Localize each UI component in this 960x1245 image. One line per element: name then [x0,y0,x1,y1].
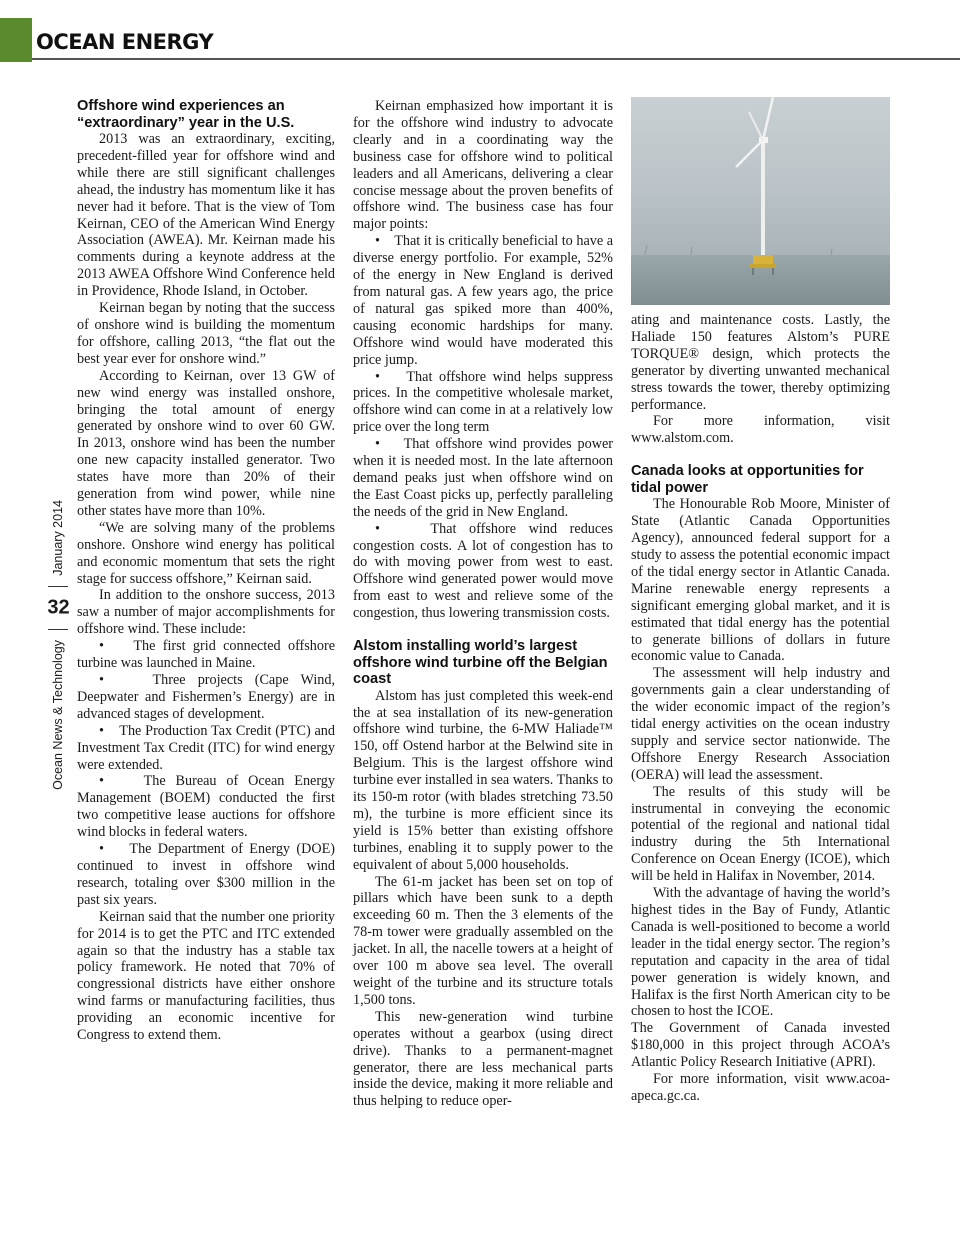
bullet-item: • That offshore wind helps suppress prices. In the competitive wholesale market, offshore wind can come in at a relatively low price over the long term [353,368,613,436]
bullet-item: • That offshore wind provides power when it is needed most. In the late afternoon demand peaks just when offshore wind on the East Coast picks up, perfectly paralleling the needs of the grid in New England. [353,436,613,520]
column-2 [353,98,613,1110]
bullet-item: • The Production Tax Credit (PTC) and Investment Tax Credit (ITC) for wind energy were extended. [77,722,335,773]
paragraph: With the advantage of having the world’s highest tides in the Bay of Fundy, Atlantic Canada is well-positioned to become a world leader in the tidal energy sector. The region’s reputation and capacity in the area of tidal power generation is widely known, and Halifax is the first North American city to be chosen to host the ICOE. [631,885,890,1020]
wind-turbine-photo [631,97,890,305]
paragraph: For more information, visit www.alstom.com. [631,413,890,447]
divider [48,629,68,630]
bullet-item: • The Department of Energy (DOE) continued to invest in offshore wind research, totaling over $300 million in the past six years. [77,841,335,908]
paragraph: “We are solving many of the problems onshore. Onshore wind energy has political and economic momentum that sets the right stage for success offshore,” Keirnan said. [77,519,335,587]
bullet-item: • That offshore wind reduces congestion costs. A lot of congestion has to do with moving power from west to east. Offshore wind generated power would move from east to west and relieve some of the congestion, thus lowering transmission costs. [353,520,613,622]
paragraph: Keirnan emphasized how important it is for the offshore wind industry to advocate clearly and in a coordinating way the business case for offshore wind to political leaders and all Americans, delivering a clear concise message about the proven benefits of offshore wind. The business case has four major points: [353,98,613,233]
paragraph: The assessment will help industry and governments gain a clear understanding of the wider economic impact of the region’s tidal energy activities on the ocean industry supply and service sector nationwide. The Offshore Energy Research Association (OERA) will lead the assessment. [631,665,890,783]
section-title: OCEAN ENERGY [36,30,214,54]
paragraph: The Honourable Rob Moore, Minister of State (Atlantic Canada Opportunities Agency), announced federal support for a study to assess the potential economic impact of the tidal energy sector in Atlantic Canada. Marine renewable energy represents a significant emerging global market, and it is estimated that tidal energy has the potential to generate billions of dollars in future economic value to Canada. [631,496,890,665]
paragraph: The 61-m jacket has been set on top of pillars which have been sunk to a depth exceeding 60 m. Then the 3 elements of the 78-m tower were gradually assembled on the jacket. In all, the nacelle towers at a height of over 100 m above sea level. The overall weight of the turbine and its structure totals 1,500 tons. [353,873,613,1008]
article-headline: Canada looks at opportunities for tidal power [631,463,864,496]
paragraph: 2013 was an extraordinary, exciting, precedent-filled year for offshore wind and while there are still significant challenges ahead, the industry has momentum like it has never had it before. That is the view of Tom Keirnan, CEO of the American Wind Energy Association (AWEA). Mr. Keirnan made his comments during a keynote address at the 2013 AWEA Offshore Wind Conference held in Providence, Rhode Island, in October. [77,131,335,300]
paragraph: This new-generation wind turbine operates without a gearbox (using direct drive). Thanks to a permanent-magnet generator, there are less mechanical parts inside the device, making it more reliable and thus helping to reduce oper- [353,1008,613,1110]
paragraph: Keirnan said that the number one priority for 2014 is to get the PTC and ITC extended again so that the industry has a stable tax policy framework. He noted that 70% of congressional districts have either onshore wind farms or manufacturing facilities, thus providing an economic incentive for Congress to extend them. [77,908,335,1044]
page-header [0,0,960,62]
header-rule [32,58,960,60]
paragraph: For more information, visit www.acoa-apeca.gc.ca. [631,1071,890,1104]
paragraph: The Government of Canada invested $180,000 in this project through ACOA’s Atlantic Policy Research Initiative (APRI). [631,1020,890,1071]
paragraph: The results of this study will be instrumental in conveying the economic potential of the regional and national tidal industry during the 5th International Conference on Ocean Energy (ICOE), which will be held in Halifax in November, 2014. [631,783,890,885]
column-3 [631,312,890,1105]
section-color-block [0,18,32,62]
paragraph: According to Keirnan, over 13 GW of new wind energy was installed onshore, bringing the total amount of energy generated by onshore wind to over 60 GW. In 2013, onshore wind has been the number one new capacity installed generator. Two states have more than 20% of their generation from wind power, while nine other states have more than 10%. [77,367,335,519]
paragraph: Keirnan began by noting that the success of onshore wind is building the momentum for offshore, calling 2013, “the flat out the best year ever for onshore wind.” [77,300,335,367]
running-footer [18,500,70,860]
bullet-item: • The Bureau of Ocean Energy Management (BOEM) conducted the first two competitive lease auctions for offshore wind blocks in federal waters. [77,773,335,841]
issue-date: January 2014 [51,500,65,576]
article-headline: Offshore wind experiences an “extraordinary” year in the U.S. [77,98,295,131]
bullet-item: • That it is critically beneficial to have a diverse energy portfolio. For example, 52% of the energy in New England is derived from natural gas. A few years ago, the price of natural gas spiked more than 400%, causing economic hardships for many. Offshore wind would have moderated this price jump. [353,233,613,368]
bullet-item: • Three projects (Cape Wind, Deepwater and Fishermen’s Energy) are in advanced stages of development. [77,672,335,722]
article-headline: Alstom installing world’s largest offshore wind turbine off the Belgian coast [353,638,608,688]
bullet-item: • The first grid connected offshore turbine was launched in Maine. [77,638,335,672]
paragraph-continued: ating and maintenance costs. Lastly, the Haliade 150 features Alstom’s PURE TORQUE® design, which protects the generator by diverting unwanted mechanical stress towards the tower, thereby optimizing performance. [631,312,890,413]
publication-name: Ocean News & Technology [51,640,65,790]
paragraph: In addition to the onshore success, 2013 saw a number of major accomplishments for offshore wind. These include: [77,587,335,638]
column-1 [77,98,335,1044]
page-number: 32 [46,596,70,619]
divider [48,586,68,587]
paragraph: Alstom has just completed this week-end the at sea installation of its new-generation offshore wind turbine, the 6-MW Haliade™ 150, off Ostend harbor at the Belwind site in Belgium. This is the largest offshore wind turbine ever installed in sea waters. Thanks to its 150-m rotor (with blades stretching 73.50 m), the turbine is more efficient since its yield is 15% better than existing offshore turbines, enabling it to supply power to the equivalent of about 5,000 households. [353,687,613,873]
